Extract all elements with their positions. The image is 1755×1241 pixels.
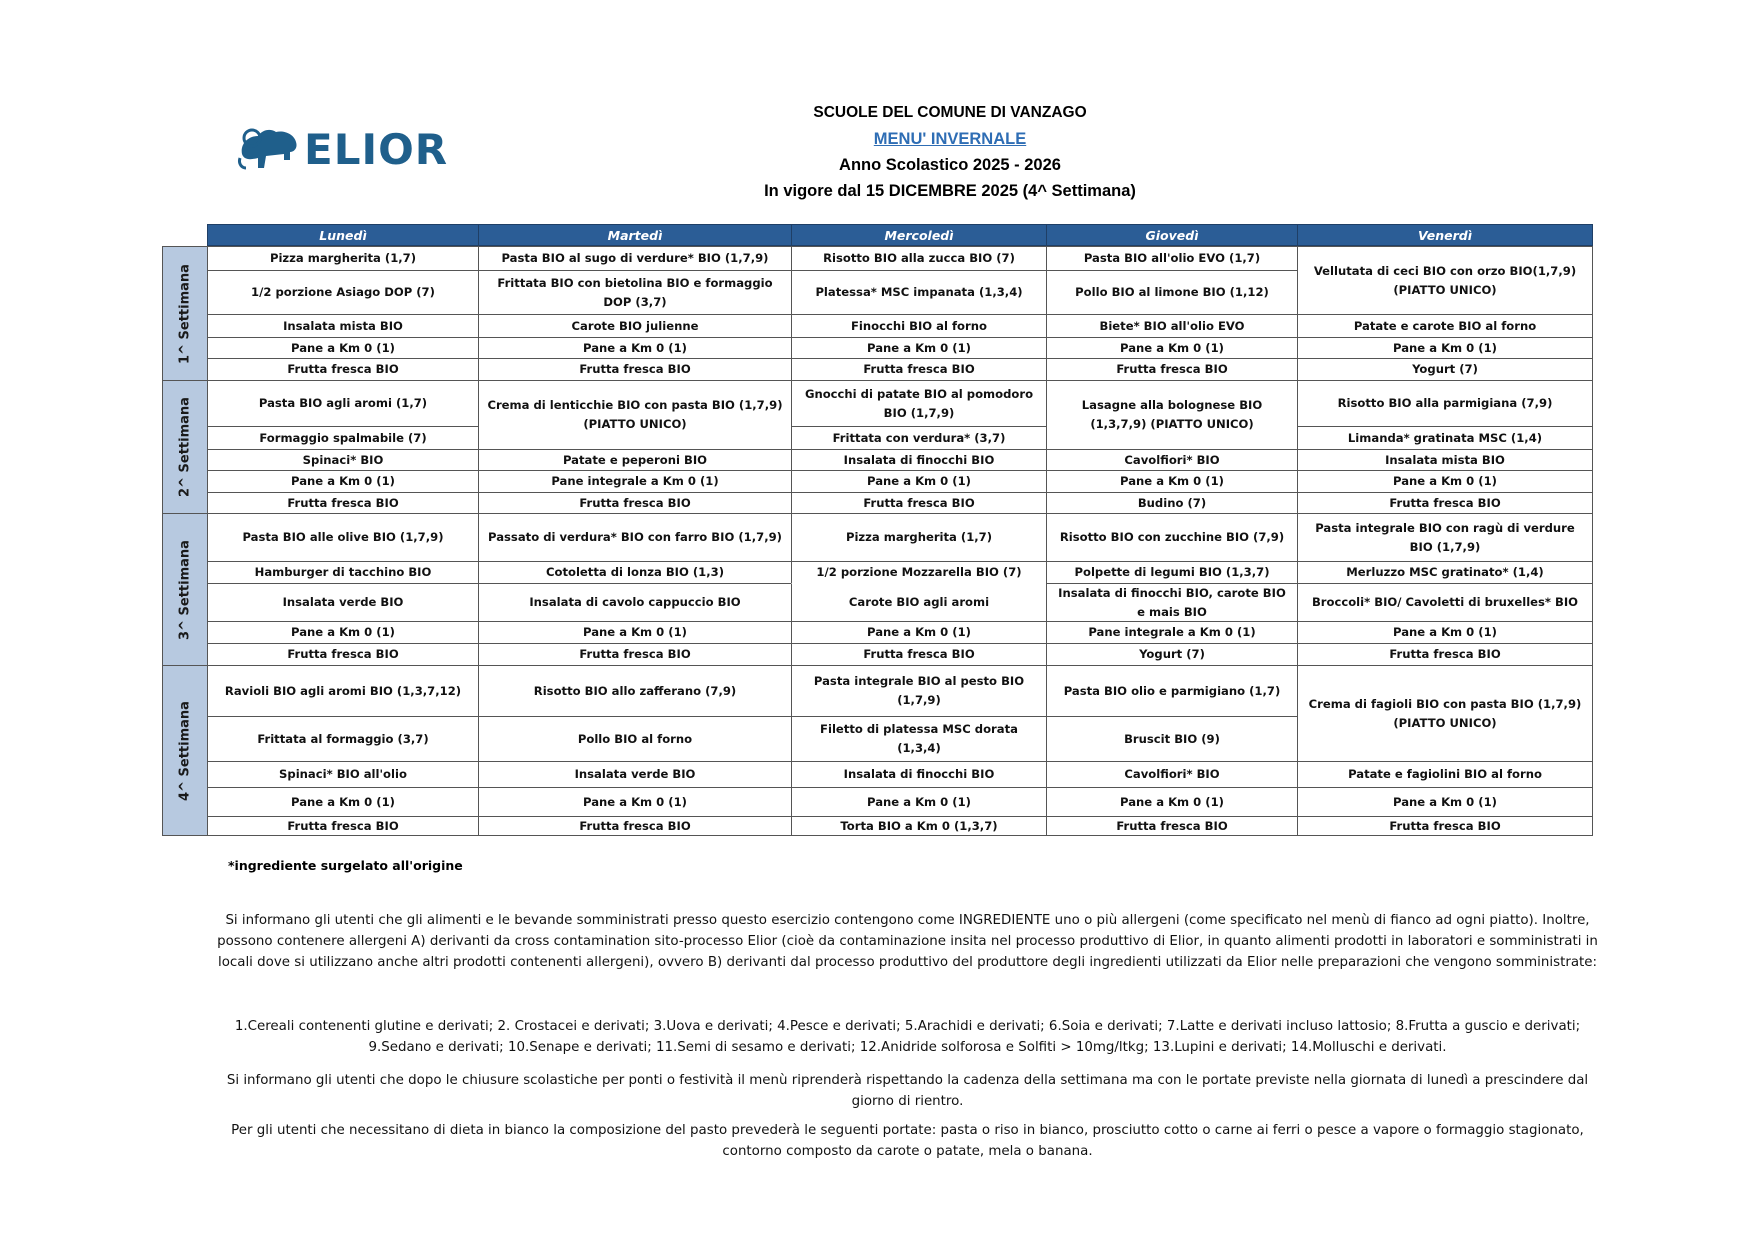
menu-cell: Frittata BIO con bietolina BIO e formaggio DOP (3,7)	[478, 270, 792, 315]
menu-cell: Frutta fresca BIO	[207, 358, 479, 381]
menu-cell: Pane a Km 0 (1)	[478, 621, 792, 644]
menu-cell: Insalata mista BIO	[1297, 449, 1593, 471]
menu-cell: Frutta fresca BIO	[1297, 643, 1593, 666]
menu-cell: Pasta BIO olio e parmigiano (1,7)	[1046, 665, 1298, 717]
menu-cell: Polpette di legumi BIO (1,3,7)	[1046, 561, 1298, 584]
menu-cell: Pizza margherita (1,7)	[791, 513, 1047, 562]
menu-cell: Frutta fresca BIO	[207, 643, 479, 666]
menu-cell: Pollo BIO al limone BIO (1,12)	[1046, 270, 1298, 315]
menu-cell: Platessa* MSC impanata (1,3,4)	[791, 270, 1047, 315]
menu-cell: Pizza margherita (1,7)	[207, 246, 479, 271]
menu-cell: Frutta fresca BIO	[478, 816, 792, 836]
closure-note: Si informano gli utenti che dopo le chiusure scolastiche per ponti o festività il menù riprenderà rispettando la cadenza della settimana ma con le portate previste nella giornata di lunedì a prescindere dal giorno di rientro.	[226, 1073, 1589, 1109]
menu-title: MENU' INVERNALE	[873, 130, 1027, 148]
menu-cell: Merluzzo MSC gratinato* (1,4)	[1297, 561, 1593, 584]
menu-cell: Insalata verde BIO	[478, 761, 792, 788]
week-label-4	[162, 665, 208, 836]
menu-cell: Frutta fresca BIO	[478, 643, 792, 666]
menu-cell: Cavolfiori* BIO	[1046, 449, 1298, 471]
menu-cell: Patate e carote BIO al forno	[1297, 314, 1593, 338]
menu-cell: Frittata al formaggio (3,7)	[207, 716, 479, 762]
menu-cell: Pane integrale a Km 0 (1)	[478, 470, 792, 493]
menu-cell: Pasta BIO all'olio EVO (1,7)	[1046, 246, 1298, 271]
day-header-mon: Lunedì	[207, 224, 479, 246]
menu-cell: Pane a Km 0 (1)	[1297, 621, 1593, 644]
menu-cell: Pane a Km 0 (1)	[207, 470, 479, 493]
menu-cell: Pane a Km 0 (1)	[207, 621, 479, 644]
menu-cell: Bruscit BIO (9)	[1046, 716, 1298, 762]
menu-cell: Formaggio spalmabile (7)	[207, 426, 479, 450]
menu-cell: Frittata con verdura* (3,7)	[791, 426, 1047, 450]
menu-cell: Risotto BIO con zucchine BIO (7,9)	[1046, 513, 1298, 562]
school-year: Anno Scolastico 2025 - 2026	[839, 156, 1061, 174]
menu-cell: Pane a Km 0 (1)	[791, 621, 1047, 644]
day-header-fri: Venerdì	[1297, 224, 1593, 246]
effective-date: In vigore dal 15 DICEMBRE 2025 (4^ Settimana)	[764, 182, 1136, 200]
menu-cell: Carote BIO agli aromi	[791, 583, 1047, 622]
menu-cell: Passato di verdura* BIO con farro BIO (1,7,9)	[478, 513, 792, 562]
menu-cell: Vellutata di ceci BIO con orzo BIO(1,7,9) (PIATTO UNICO)	[1297, 246, 1593, 315]
menu-cell: Insalata di finocchi BIO	[791, 761, 1047, 788]
menu-cell: Insalata di finocchi BIO	[791, 449, 1047, 471]
week-label-1	[162, 246, 208, 381]
menu-cell: Frutta fresca BIO	[1046, 358, 1298, 381]
menu-cell: Frutta fresca BIO	[207, 492, 479, 514]
menu-cell: Frutta fresca BIO	[207, 816, 479, 836]
title-block	[600, 100, 1300, 204]
menu-cell: Crema di lenticchie BIO con pasta BIO (1,7,9) (PIATTO UNICO)	[478, 380, 792, 450]
menu-cell: Frutta fresca BIO	[791, 358, 1047, 381]
menu-table	[162, 224, 1592, 836]
menu-cell: Pasta BIO al sugo di verdure* BIO (1,7,9)	[478, 246, 792, 271]
menu-cell: Pane integrale a Km 0 (1)	[1046, 621, 1298, 644]
menu-cell: Cotoletta di lonza BIO (1,3)	[478, 561, 792, 584]
menu-cell: Spinaci* BIO all'olio	[207, 761, 479, 788]
week-label-text: 2^ Settimana	[177, 397, 193, 497]
menu-cell: Risotto BIO allo zafferano (7,9)	[478, 665, 792, 717]
menu-cell: Risotto BIO alla zucca BIO (7)	[791, 246, 1047, 271]
menu-cell: Finocchi BIO al forno	[791, 314, 1047, 338]
elior-logo	[236, 124, 450, 176]
menu-cell: Pane a Km 0 (1)	[791, 470, 1047, 493]
allergen-info-paragraph: Si informano gli utenti che gli alimenti e le bevande somministrati presso questo esercizio contengono come INGREDIENTE uno o più allergeni (come specificato nel menù di fianco ad ogni piatto). Inoltre, possono contenere allergeni A) derivanti da cross contamination sito-processo Elior (cioè da contaminazione insita nel processo produttivo di Elior, in quanto alimenti prodotti in laboratori e somministrati in locali dove si utilizzano anche altri prodotti contenenti allergeni), ovvero B) derivanti dal processo produttivo del produttore degli ingredienti utilizzati da Elior nelle preparazioni che vengono somministrate:	[217, 913, 1598, 970]
week-label-text: 4^ Settimana	[177, 700, 193, 801]
menu-cell: Pane a Km 0 (1)	[1297, 337, 1593, 359]
frozen-ingredient-note: *ingrediente surgelato all'origine	[228, 858, 463, 873]
menu-cell: Frutta fresca BIO	[791, 492, 1047, 514]
menu-cell: Yogurt (7)	[1297, 358, 1593, 381]
menu-cell: Pane a Km 0 (1)	[1046, 470, 1298, 493]
school-title: SCUOLE DEL COMUNE DI VANZAGO	[813, 104, 1087, 121]
menu-cell: Spinaci* BIO	[207, 449, 479, 471]
menu-cell: Risotto BIO alla parmigiana (7,9)	[1297, 380, 1593, 427]
menu-cell: Insalata di finocchi BIO, carote BIO e mais BIO	[1046, 583, 1298, 622]
menu-cell: Frutta fresca BIO	[1046, 816, 1298, 836]
logo-text: ELIOR	[304, 125, 449, 174]
menu-cell: Pane a Km 0 (1)	[207, 787, 479, 817]
bull-icon	[236, 124, 300, 176]
menu-cell: Biete* BIO all'olio EVO	[1046, 314, 1298, 338]
menu-cell: Budino (7)	[1046, 492, 1298, 514]
menu-cell: 1/2 porzione Mozzarella BIO (7)	[791, 561, 1047, 584]
menu-cell: Frutta fresca BIO	[1297, 816, 1593, 836]
week-label-text: 1^ Settimana	[177, 263, 193, 364]
menu-cell: Insalata di cavolo cappuccio BIO	[478, 583, 792, 622]
menu-cell: Torta BIO a Km 0 (1,3,7)	[791, 816, 1047, 836]
menu-cell: Hamburger di tacchino BIO	[207, 561, 479, 584]
menu-cell: Frutta fresca BIO	[478, 358, 792, 381]
menu-cell: Lasagne alla bolognese BIO (1,3,7,9) (PIATTO UNICO)	[1046, 380, 1298, 450]
menu-cell: Frutta fresca BIO	[1297, 492, 1593, 514]
menu-cell: Pasta BIO agli aromi (1,7)	[207, 380, 479, 427]
menu-cell: Broccoli* BIO/ Cavoletti di bruxelles* BIO	[1297, 583, 1593, 622]
week-label-text: 3^ Settimana	[177, 539, 193, 640]
menu-cell: Pane a Km 0 (1)	[791, 787, 1047, 817]
menu-cell: Pane a Km 0 (1)	[207, 337, 479, 359]
day-header-thu: Giovedì	[1046, 224, 1298, 246]
menu-cell: Pollo BIO al forno	[478, 716, 792, 762]
menu-cell: Patate e fagiolini BIO al forno	[1297, 761, 1593, 788]
allergen-list: 1.Cereali contenenti glutine e derivati; 2. Crostacei e derivati; 3.Uova e derivati; 4.Pesce e derivati; 5.Arachidi e derivati; 6.Soia e derivati; 7.Latte e derivati incluso lattosio; 8.Frutta a guscio e derivati; 9.Sedano e derivati; 10.Senape e derivati; 11.Semi di sesamo e derivati; 12.Anidride solforosa e Solfiti > 10mg/ltkg; 13.Lupini e derivati; 14.Molluschi e derivati.	[234, 1019, 1581, 1055]
diet-note: Per gli utenti che necessitano di dieta in bianco la composizione del pasto prevederà le seguenti portate: pasta o riso in bianco, prosciutto cotto o carne ai ferri o pesce a vapore o formaggio stagionato, contorno composto da carote o patate, mela o banana.	[231, 1123, 1584, 1159]
week-label-2	[162, 380, 208, 514]
menu-cell: Limanda* gratinata MSC (1,4)	[1297, 426, 1593, 450]
menu-cell: Pasta BIO alle olive BIO (1,7,9)	[207, 513, 479, 562]
menu-cell: Yogurt (7)	[1046, 643, 1298, 666]
menu-cell: Crema di fagioli BIO con pasta BIO (1,7,9) (PIATTO UNICO)	[1297, 665, 1593, 762]
menu-cell: Pane a Km 0 (1)	[1297, 787, 1593, 817]
menu-cell: Filetto di platessa MSC dorata (1,3,4)	[791, 716, 1047, 762]
menu-cell: Gnocchi di patate BIO al pomodoro BIO (1,7,9)	[791, 380, 1047, 427]
menu-cell: Frutta fresca BIO	[478, 492, 792, 514]
day-header-wed: Mercoledì	[791, 224, 1047, 246]
menu-cell: 1/2 porzione Asiago DOP (7)	[207, 270, 479, 315]
week-label-3	[162, 513, 208, 666]
menu-cell: Insalata verde BIO	[207, 583, 479, 622]
day-header-tue: Martedì	[478, 224, 792, 246]
menu-cell: Frutta fresca BIO	[791, 643, 1047, 666]
menu-cell: Insalata mista BIO	[207, 314, 479, 338]
menu-cell: Pasta integrale BIO al pesto BIO (1,7,9)	[791, 665, 1047, 717]
menu-cell: Ravioli BIO agli aromi BIO (1,3,7,12)	[207, 665, 479, 717]
menu-cell: Patate e peperoni BIO	[478, 449, 792, 471]
menu-cell: Pane a Km 0 (1)	[1046, 337, 1298, 359]
menu-cell: Pane a Km 0 (1)	[1046, 787, 1298, 817]
menu-cell: Cavolfiori* BIO	[1046, 761, 1298, 788]
menu-cell: Pane a Km 0 (1)	[791, 337, 1047, 359]
menu-cell: Pane a Km 0 (1)	[478, 787, 792, 817]
menu-cell: Pasta integrale BIO con ragù di verdure BIO (1,7,9)	[1297, 513, 1593, 562]
menu-cell: Pane a Km 0 (1)	[478, 337, 792, 359]
menu-cell: Carote BIO julienne	[478, 314, 792, 338]
menu-cell: Pane a Km 0 (1)	[1297, 470, 1593, 493]
